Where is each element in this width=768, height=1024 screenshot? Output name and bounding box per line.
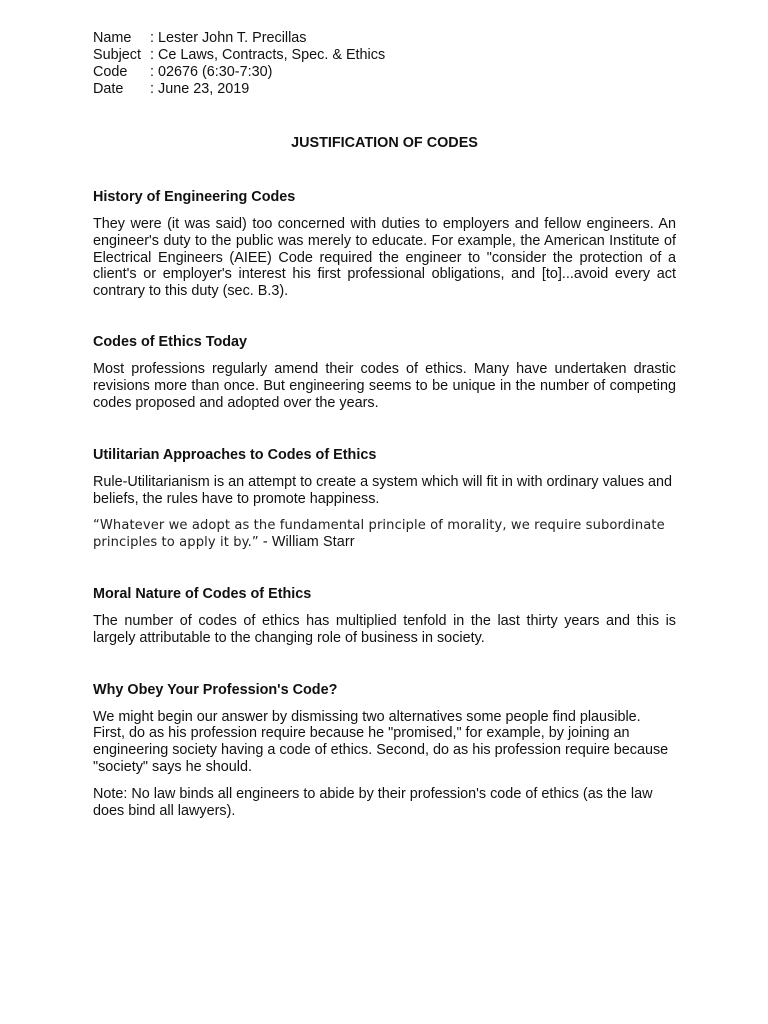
quote-text: “Whatever we adopt as the fundamental principle of morality, we require subordinate principles to apply it by.”: [93, 517, 665, 550]
date-label: Date: [93, 81, 124, 97]
section-heading-obey: Why Obey Your Profession's Code?: [93, 681, 338, 698]
name-label: Name: [93, 30, 132, 46]
meta-subject-row: [93, 47, 676, 64]
section-heading-today: Codes of Ethics Today: [93, 333, 248, 350]
quote-attribution: - William Starr: [258, 533, 355, 550]
section-heading-history: History of Engineering Codes: [93, 189, 296, 205]
meta-name-row: [93, 30, 676, 47]
document-page: [93, 30, 676, 819]
code-label: Code: [93, 64, 128, 80]
paragraph-utilitarian: Rule-Utilitarianism is an attempt to create a system which will fit in with ordinary values and beliefs, the rules have to promote happiness.: [93, 474, 673, 508]
section-heading-utilitarian: Utilitarian Approaches to Codes of Ethics: [93, 447, 377, 464]
date-value: : June 23, 2019: [150, 81, 250, 97]
subject-label: Subject: [93, 47, 141, 63]
page-title: JUSTIFICATION OF CODES: [291, 135, 478, 151]
quote-block: [93, 517, 676, 551]
name-value: : Lester John T. Precillas: [150, 30, 307, 46]
paragraph-note: Note: No law binds all engineers to abide by their profession's code of ethics (as the law does bind all lawyers).: [93, 785, 653, 819]
paragraph-moral: The number of codes of ethics has multiplied tenfold in the last thirty years and this is largely attributable to the changing role of business in society.: [93, 612, 676, 646]
code-value: : 02676 (6:30-7:30): [150, 64, 273, 80]
meta-code-row: [93, 64, 676, 81]
header-meta: [93, 30, 676, 98]
section-heading-moral: Moral Nature of Codes of Ethics: [93, 585, 312, 602]
paragraph-today: Most professions regularly amend their codes of ethics. Many have undertaken drastic revisions more than once. But engineering seems to be unique in the number of competing codes proposed and adopted over the years.: [93, 360, 676, 411]
paragraph-obey: We might begin our answer by dismissing two alternatives some people find plausible. First, do as his profession require because he "promised," for example, by joining an engineering society having a code of ethics. Second, do as his profession require because "society" says he should.: [93, 708, 669, 775]
subject-value: : Ce Laws, Contracts, Spec. & Ethics: [150, 47, 386, 63]
meta-date-row: [93, 81, 676, 98]
paragraph-history: They were (it was said) too concerned with duties to employers and fellow engineers. An engineer's duty to the public was merely to educate. For example, the American Institute of Electrical Engineers (AIEE) Code required the engineer to "consider the protection of a client's or employer's interest his first professional obligations, and [to]...avoid every act contrary to this duty (sec. B.3).: [93, 216, 676, 300]
